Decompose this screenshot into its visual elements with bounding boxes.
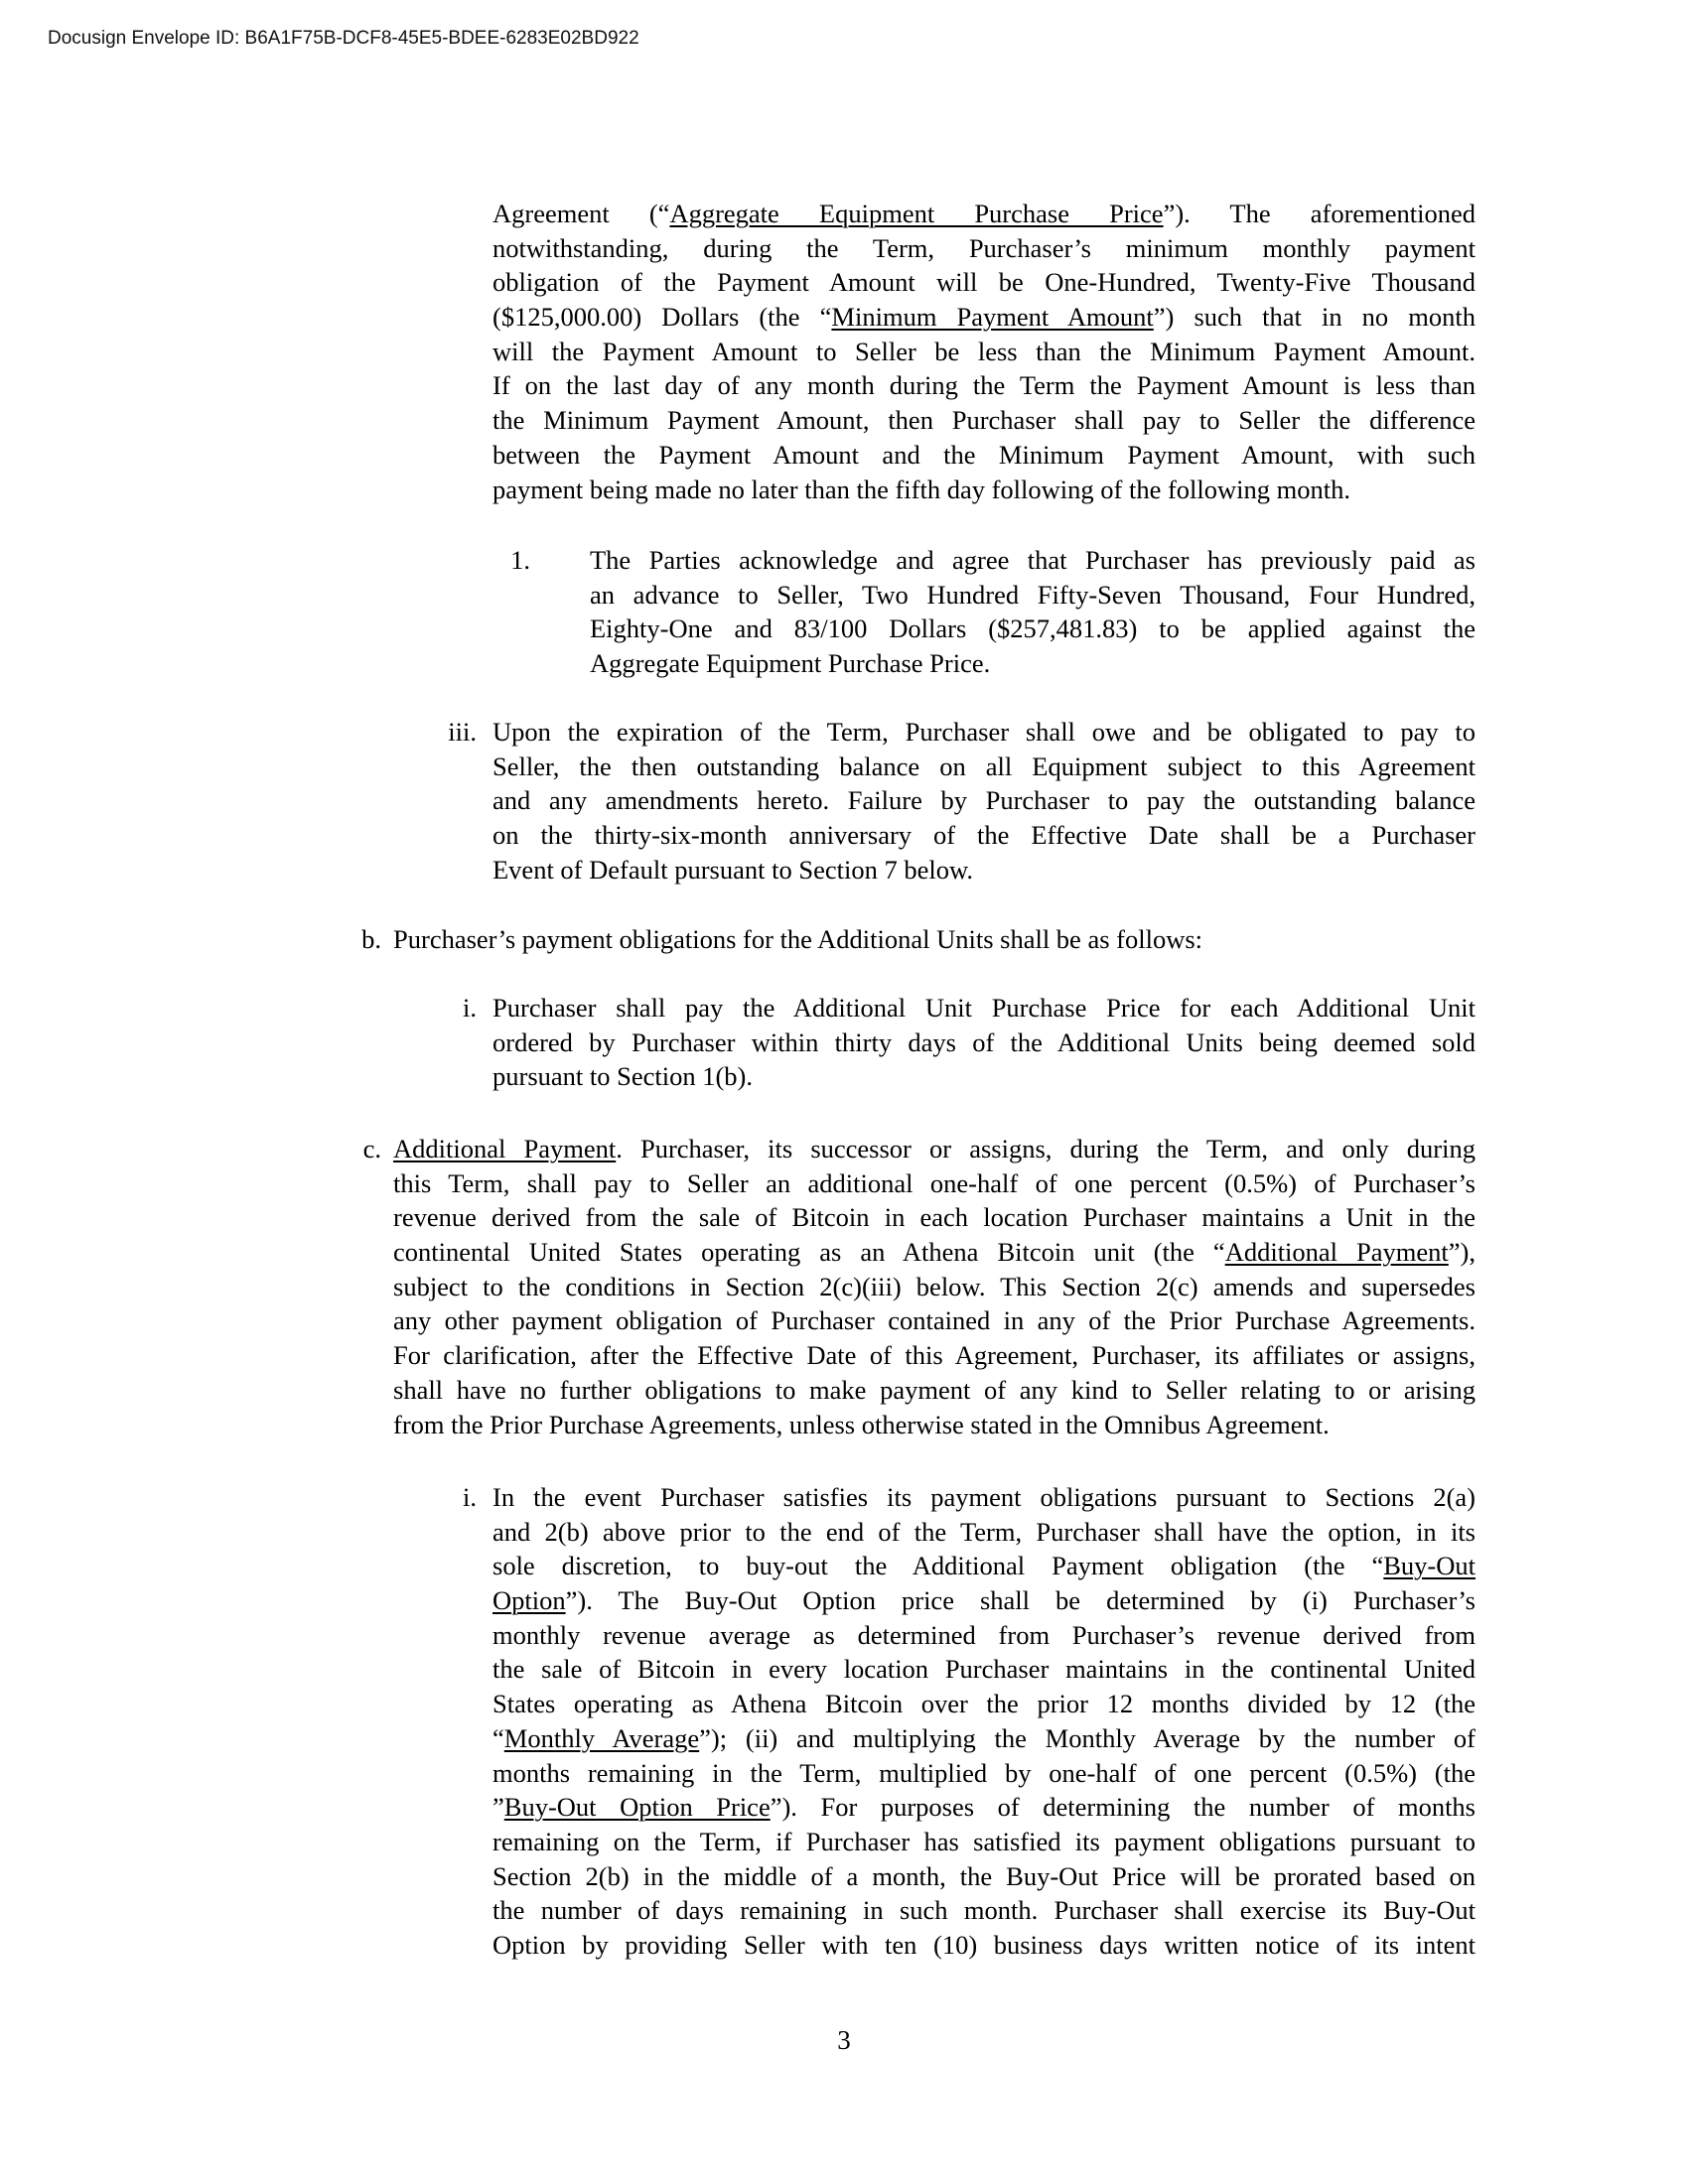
text-segment: the sale of Bitcoin in every location Purchaser maintains in the continental United — [492, 1654, 1476, 1685]
text-line — [492, 1618, 1476, 1653]
text-line — [492, 1859, 1476, 1894]
text-line — [492, 231, 1476, 266]
text-line — [393, 1235, 1476, 1270]
text-segment: Aggregate Equipment Purchase Price. — [590, 648, 991, 679]
text-segment: “ — [492, 1722, 504, 1753]
list-marker-b-i: i. — [463, 993, 477, 1023]
text-segment: the number of days remaining in such month. Purchaser shall exercise its Buy-Out — [492, 1895, 1476, 1926]
text-line — [492, 1652, 1476, 1687]
defined-term: Additional Payment — [1224, 1237, 1449, 1268]
text-segment: In the event Purchaser satisfies its payment obligations pursuant to Sections 2(a) — [492, 1482, 1476, 1512]
text-line — [492, 1756, 1476, 1791]
list-marker-c-i: i. — [463, 1482, 477, 1512]
text-line — [492, 818, 1476, 853]
text-line — [492, 438, 1476, 473]
text-segment: any other payment obligation of Purchaser contained in any of the Prior Purchase Agreements. — [393, 1305, 1476, 1336]
list-marker-b: b. — [361, 924, 381, 954]
defined-term: Monthly Average — [503, 1722, 700, 1753]
text-segment: ”). The Buy-Out Option price shall be determined by (i) Purchaser’s — [565, 1585, 1476, 1616]
text-segment: ”) such that in no month — [1153, 302, 1477, 333]
list-marker-c: c. — [362, 1134, 381, 1163]
text-segment: and 2(b) above prior to the end of the Term, Purchaser shall have the option, in its — [492, 1516, 1476, 1547]
text-segment: months remaining in the Term, multiplied by one-half of one percent (0.5%) (the — [492, 1757, 1476, 1788]
text-segment: Option by providing Seller with ten (10) business days written notice of its intent — [492, 1929, 1476, 1960]
text-segment: ($125,000.00) Dollars (the “ — [492, 302, 832, 333]
defined-term: Additional Payment — [393, 1134, 617, 1163]
text-segment: between the Payment Amount and the Minimum Payment Amount, with such — [492, 439, 1476, 470]
defined-term: Buy-Out Option Price — [503, 1792, 771, 1823]
text-line — [492, 1825, 1476, 1859]
text-segment: on the thirty-six-month anniversary of the Effective Date shall be a Purchaser — [492, 820, 1476, 851]
text-segment: shall have no further obligations to make payment of any kind to Seller relating to or arising — [393, 1374, 1476, 1405]
text-line — [492, 1790, 1476, 1825]
text-segment: the Minimum Payment Amount, then Purchaser shall pay to Seller the difference — [492, 405, 1476, 436]
text-line — [492, 197, 1476, 231]
text-line — [393, 1373, 1476, 1408]
text-line — [492, 368, 1476, 403]
text-line — [492, 1025, 1476, 1060]
text-segment: continental United States operating as an Athena Bitcoin unit (the “ — [393, 1237, 1225, 1268]
text-segment: ” — [492, 1792, 504, 1823]
text-line — [492, 783, 1476, 818]
text-line — [492, 473, 1476, 507]
text-segment: sole discretion, to buy-out the Additional Payment obligation (the “ — [492, 1551, 1384, 1581]
page-number: 3 — [837, 2025, 851, 2055]
text-line — [393, 1200, 1476, 1235]
text-line — [492, 1059, 1476, 1094]
text-segment: For clarification, after the Effective Date of this Agreement, Purchaser, its affiliates or assigns, — [393, 1340, 1476, 1371]
text-segment: ”). For purposes of determining the number of months — [770, 1792, 1476, 1823]
text-line — [492, 1893, 1476, 1928]
text-line — [492, 335, 1476, 369]
text-segment: payment being made no later than the fifth day following of the following month. — [492, 474, 1350, 504]
text-segment: Upon the expiration of the Term, Purchaser shall owe and be obligated to pay to — [492, 717, 1476, 747]
text-segment: The Parties acknowledge and agree that Purchaser has previously paid as — [590, 545, 1476, 575]
paragraph-b-i — [492, 991, 1476, 1094]
defined-term: Minimum Payment Amount — [831, 302, 1154, 333]
text-line — [492, 991, 1476, 1025]
text-line — [393, 1303, 1476, 1338]
text-segment: ”); (ii) and multiplying the Monthly Average by the number of — [699, 1722, 1476, 1753]
text-segment: from the Prior Purchase Agreements, unless otherwise stated in the Omnibus Agreement. — [393, 1409, 1330, 1439]
text-line — [393, 922, 1476, 957]
text-segment: . Purchaser, its successor or assigns, during the Term, and only during — [616, 1134, 1476, 1163]
defined-term: Aggregate Equipment Purchase Price — [669, 199, 1164, 228]
text-segment: Eighty-One and 83/100 Dollars ($257,481.83) to be applied against the — [590, 614, 1476, 644]
defined-term: Option — [492, 1585, 566, 1616]
text-segment: Seller, the then outstanding balance on all Equipment subject to this Agreement — [492, 751, 1476, 781]
text-line — [492, 1721, 1476, 1756]
text-segment: will the Payment Amount to Seller be less than the Minimum Payment Amount. — [492, 336, 1476, 366]
text-line — [492, 265, 1476, 300]
paragraph-c-i-buy-out-option — [492, 1480, 1476, 1963]
text-line — [492, 1687, 1476, 1721]
text-segment: Agreement (“ — [492, 199, 670, 228]
text-segment: ordered by Purchaser within thirty days of the Additional Units being deemed sold — [492, 1026, 1476, 1057]
text-line — [492, 1583, 1476, 1618]
text-segment: an advance to Seller, Two Hundred Fifty-Seven Thousand, Four Hundred, — [590, 579, 1476, 610]
text-line — [492, 403, 1476, 438]
text-line — [492, 1515, 1476, 1550]
text-segment: monthly revenue average as determined from Purchaser’s revenue derived from — [492, 1619, 1476, 1650]
text-segment: remaining on the Term, if Purchaser has satisfied its payment obligations pursuant to — [492, 1826, 1476, 1856]
text-segment: obligation of the Payment Amount will be One-Hundred, Twenty-Five Thousand — [492, 267, 1476, 298]
text-line — [492, 1549, 1476, 1583]
text-line — [492, 1928, 1476, 1963]
text-segment: ”), — [1448, 1237, 1477, 1268]
paragraph-c-additional-payment — [393, 1132, 1476, 1441]
text-line — [492, 1480, 1476, 1515]
text-line — [393, 1132, 1476, 1166]
list-marker-iii: iii. — [448, 717, 477, 747]
text-line — [590, 612, 1476, 646]
text-segment: revenue derived from the sale of Bitcoin in each location Purchaser maintains a Unit in the — [393, 1202, 1476, 1233]
text-line — [590, 543, 1476, 578]
text-line — [393, 1270, 1476, 1304]
text-segment: ”). The aforementioned — [1163, 199, 1477, 228]
text-segment: this Term, shall pay to Seller an additional one-half of one percent (0.5%) of Purchaser’s — [393, 1167, 1476, 1198]
text-line — [492, 300, 1476, 335]
defined-term: Buy-Out — [1383, 1551, 1476, 1581]
text-line — [393, 1338, 1476, 1373]
paragraph-a-continuation — [492, 197, 1476, 506]
text-segment: If on the last day of any month during the Term the Payment Amount is less than — [492, 370, 1476, 401]
text-segment: pursuant to Section 1(b). — [492, 1061, 754, 1092]
text-segment: subject to the conditions in Section 2(c)(iii) below. This Section 2(c) amends and supersedes — [393, 1271, 1476, 1301]
text-segment: States operating as Athena Bitcoin over the prior 12 months divided by 12 (the — [492, 1689, 1476, 1719]
paragraph-b — [393, 922, 1476, 957]
paragraph-a-iii — [492, 715, 1476, 887]
docusign-envelope-id: Docusign Envelope ID: B6A1F75B-DCF8-45E5-BDEE-6283E02BD922 — [48, 28, 639, 49]
text-line — [393, 1408, 1476, 1442]
text-line — [492, 715, 1476, 750]
text-segment: Purchaser shall pay the Additional Unit Purchase Price for each Additional Unit — [492, 993, 1476, 1023]
text-line — [492, 853, 1476, 887]
text-segment: notwithstanding, during the Term, Purchaser’s minimum monthly payment — [492, 232, 1476, 263]
text-segment: and any amendments hereto. Failure by Purchaser to pay the outstanding balance — [492, 785, 1476, 816]
text-line — [393, 1166, 1476, 1201]
list-marker-1: 1. — [510, 545, 530, 575]
paragraph-a-1 — [590, 543, 1476, 681]
text-line — [590, 646, 1476, 681]
text-segment: Purchaser’s payment obligations for the Additional Units shall be as follows: — [393, 924, 1203, 954]
text-line — [492, 750, 1476, 784]
text-segment: Event of Default pursuant to Section 7 below. — [492, 854, 974, 885]
text-segment: Section 2(b) in the middle of a month, the Buy-Out Price will be prorated based on — [492, 1860, 1476, 1891]
text-line — [590, 578, 1476, 613]
